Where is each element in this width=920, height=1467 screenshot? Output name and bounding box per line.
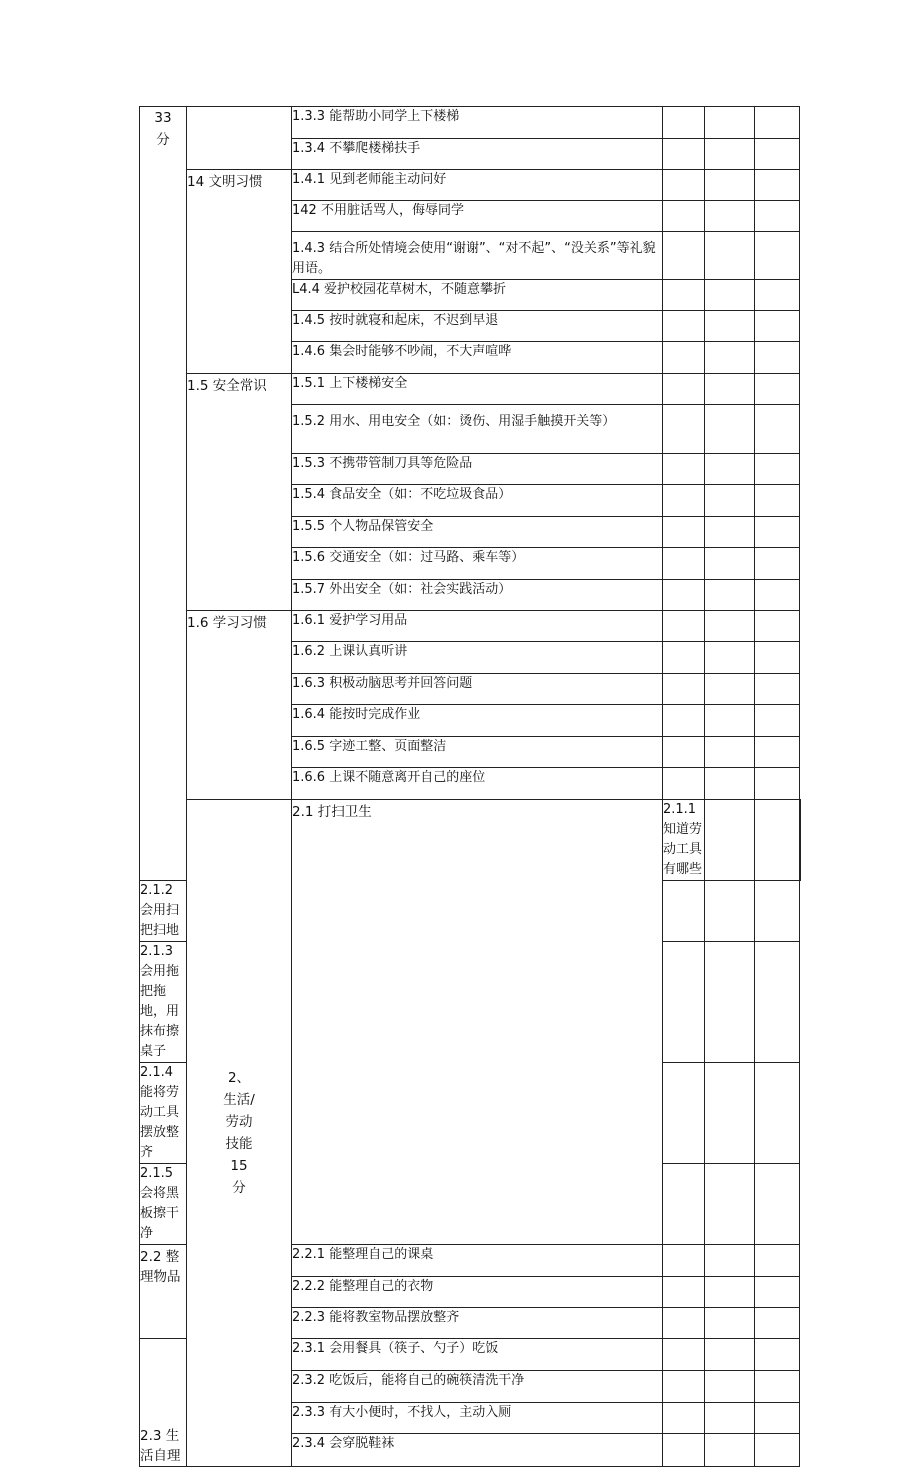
- item-1-5-4: 1.5.4 食品安全（如：不吃垃圾食品）: [292, 485, 663, 517]
- item-1-3-3: 1.3.3 能帮助小同学上下楼梯: [292, 107, 663, 139]
- category-line: 劳动: [225, 1114, 253, 1130]
- score-cell[interactable]: [663, 485, 705, 517]
- score-cell[interactable]: [705, 405, 755, 454]
- item-1-5-6: 1.5.6 交通安全（如：过马路、乘车等）: [292, 548, 663, 580]
- score-cell[interactable]: [755, 942, 800, 1063]
- item-1-5-7: 1.5.7 外出安全（如：社会实践活动）: [292, 580, 663, 611]
- item-2-1-4: 2.1.4 能将劳动工具摆放整齐: [140, 1063, 187, 1164]
- score-cell[interactable]: [663, 201, 705, 232]
- score-cell[interactable]: [755, 1403, 800, 1434]
- score-cell[interactable]: [705, 800, 755, 881]
- score-cell[interactable]: [663, 1245, 705, 1277]
- score-cell[interactable]: [755, 405, 800, 454]
- score-cell[interactable]: [663, 139, 705, 170]
- category-line: 分: [156, 132, 170, 148]
- score-cell[interactable]: [755, 705, 800, 737]
- score-cell[interactable]: [705, 548, 755, 580]
- score-cell[interactable]: [663, 454, 705, 485]
- item-1-4-1: 1.4.1 见到老师能主动问好: [292, 170, 663, 201]
- subcategory-cell-1-6: 1.6 学习习惯: [187, 611, 292, 800]
- score-cell[interactable]: [755, 1371, 800, 1403]
- score-cell[interactable]: [755, 342, 800, 374]
- score-cell[interactable]: [755, 800, 800, 881]
- score-cell[interactable]: [705, 1063, 755, 1164]
- score-cell[interactable]: [663, 642, 705, 674]
- subcategory-cell-2-1: 2.1 打扫卫生: [292, 800, 663, 1245]
- score-cell[interactable]: [705, 580, 755, 611]
- score-cell[interactable]: [755, 548, 800, 580]
- score-cell[interactable]: [705, 280, 755, 311]
- score-cell[interactable]: [663, 342, 705, 374]
- score-cell[interactable]: [755, 280, 800, 311]
- score-cell[interactable]: [755, 1434, 800, 1467]
- score-cell[interactable]: [705, 1371, 755, 1403]
- category-cell-1: [140, 107, 187, 881]
- score-cell[interactable]: [705, 1308, 755, 1339]
- item-2-2-1: 2.2.1 能整理自己的课桌: [292, 1245, 663, 1277]
- item-1-5-2: 1.5.2 用水、用电安全（如：烫伤、用湿手触摸开关等）: [292, 405, 663, 454]
- score-cell[interactable]: [755, 1339, 800, 1371]
- category-line: 生活/: [223, 1092, 255, 1108]
- score-cell[interactable]: [663, 737, 705, 768]
- category-line: 2、: [227, 1070, 251, 1086]
- score-cell[interactable]: [663, 1308, 705, 1339]
- score-cell[interactable]: [755, 232, 800, 280]
- score-cell[interactable]: [663, 232, 705, 280]
- score-cell[interactable]: [663, 768, 705, 800]
- category-cell-2: [187, 800, 292, 1467]
- category-line: 技能: [225, 1136, 253, 1152]
- score-cell[interactable]: [705, 454, 755, 485]
- score-cell[interactable]: [705, 311, 755, 342]
- score-cell[interactable]: [663, 611, 705, 642]
- score-cell[interactable]: [705, 232, 755, 280]
- score-cell[interactable]: [663, 881, 705, 942]
- score-cell[interactable]: [705, 737, 755, 768]
- score-cell[interactable]: [755, 642, 800, 674]
- score-cell[interactable]: [705, 1403, 755, 1434]
- item-2-1-5: 2.1.5 会将黑板擦干净: [140, 1164, 187, 1245]
- item-1-4-3: 1.4.3 结合所处情境会使用“谢谢”、“对不起”、“没关系”等礼貌用语。: [292, 232, 663, 280]
- item-2-2-2: 2.2.2 能整理自己的衣物: [292, 1277, 663, 1308]
- score-cell[interactable]: [663, 1164, 705, 1245]
- score-cell[interactable]: [663, 517, 705, 548]
- score-cell[interactable]: [705, 1339, 755, 1371]
- score-cell[interactable]: [705, 1164, 755, 1245]
- score-cell[interactable]: [755, 517, 800, 548]
- score-cell[interactable]: [705, 374, 755, 405]
- score-cell[interactable]: [755, 1277, 800, 1308]
- score-cell[interactable]: [705, 942, 755, 1063]
- score-cell[interactable]: [755, 311, 800, 342]
- item-1-6-4: 1.6.4 能按时完成作业: [292, 705, 663, 737]
- score-cell[interactable]: [663, 674, 705, 705]
- score-cell[interactable]: [705, 705, 755, 737]
- score-cell[interactable]: [705, 517, 755, 548]
- score-cell[interactable]: [705, 768, 755, 800]
- score-cell[interactable]: [663, 107, 705, 139]
- score-cell[interactable]: [705, 674, 755, 705]
- score-cell[interactable]: [705, 342, 755, 374]
- score-cell[interactable]: [663, 1434, 705, 1467]
- category-line: 分: [232, 1180, 246, 1196]
- score-cell[interactable]: [755, 170, 800, 201]
- score-cell[interactable]: [755, 580, 800, 611]
- score-cell[interactable]: [663, 1277, 705, 1308]
- item-1-4-6: 1.4.6 集会时能够不吵闹，不大声喧哗: [292, 342, 663, 374]
- item-1-6-6: 1.6.6 上课不随意离开自己的座位: [292, 768, 663, 800]
- evaluation-table: [139, 106, 801, 1467]
- item-1-5-3: 1.5.3 不携带管制刀具等危险品: [292, 454, 663, 485]
- category-line: 15: [230, 1158, 248, 1174]
- score-cell[interactable]: [705, 485, 755, 517]
- subcategory-cell-2-2: 2.2 整理物品: [140, 1245, 187, 1339]
- score-cell[interactable]: [755, 107, 800, 139]
- item-2-3-3: 2.3.3 有大小便时，不找人，主动入厕: [292, 1403, 663, 1434]
- score-cell[interactable]: [705, 611, 755, 642]
- score-cell[interactable]: [755, 454, 800, 485]
- item-1-3-4: 1.3.4 不攀爬楼梯扶手: [292, 139, 663, 170]
- item-2-1-2: 2.1.2 会用扫把扫地: [140, 881, 187, 942]
- item-2-2-3: 2.2.3 能将教室物品摆放整齐: [292, 1308, 663, 1339]
- score-cell[interactable]: [705, 642, 755, 674]
- item-1-6-1: 1.6.1 爱护学习用品: [292, 611, 663, 642]
- item-2-1-1: 2.1.1 知道劳动工具有哪些: [663, 800, 705, 881]
- item-2-3-1: 2.3.1 会用餐具（筷子、勺子）吃饭: [292, 1339, 663, 1371]
- score-cell[interactable]: [755, 611, 800, 642]
- subcategory-cell-1-4: 14 文明习惯: [187, 170, 292, 374]
- score-cell[interactable]: [800, 800, 801, 881]
- score-cell[interactable]: [755, 485, 800, 517]
- score-cell[interactable]: [755, 139, 800, 170]
- score-cell[interactable]: [705, 107, 755, 139]
- score-cell[interactable]: [755, 881, 800, 942]
- score-cell[interactable]: [663, 405, 705, 454]
- score-cell[interactable]: [663, 1371, 705, 1403]
- score-cell[interactable]: [755, 1164, 800, 1245]
- score-cell[interactable]: [705, 881, 755, 942]
- score-cell[interactable]: [663, 280, 705, 311]
- category-line: 33: [154, 110, 172, 126]
- score-cell[interactable]: [663, 580, 705, 611]
- item-1-6-2: 1.6.2 上课认真听讲: [292, 642, 663, 674]
- score-cell[interactable]: [755, 1308, 800, 1339]
- score-cell[interactable]: [755, 1245, 800, 1277]
- score-cell[interactable]: [705, 170, 755, 201]
- score-cell[interactable]: [663, 170, 705, 201]
- score-cell[interactable]: [663, 1339, 705, 1371]
- item-1-4-2: 142 不用脏话骂人，侮辱同学: [292, 201, 663, 232]
- score-cell[interactable]: [663, 942, 705, 1063]
- score-cell[interactable]: [755, 768, 800, 800]
- item-2-3-4: 2.3.4 会穿脱鞋袜: [292, 1434, 663, 1467]
- item-2-1-3: 2.1.3 会用拖把拖地，用抹布擦桌子: [140, 942, 187, 1063]
- item-1-6-5: 1.6.5 字迹工整、页面整洁: [292, 737, 663, 768]
- item-2-3-2: 2.3.2 吃饭后，能将自己的碗筷清洗干净: [292, 1371, 663, 1403]
- score-cell[interactable]: [755, 737, 800, 768]
- score-cell[interactable]: [705, 1277, 755, 1308]
- item-1-4-5: 1.4.5 按时就寝和起床，不迟到早退: [292, 311, 663, 342]
- score-cell[interactable]: [755, 674, 800, 705]
- score-cell[interactable]: [705, 1434, 755, 1467]
- item-1-5-5: 1.5.5 个人物品保管安全: [292, 517, 663, 548]
- subcategory-cell-2-3: 2.3 生活自理: [140, 1339, 187, 1467]
- score-cell[interactable]: [663, 311, 705, 342]
- score-cell[interactable]: [663, 705, 705, 737]
- score-cell[interactable]: [705, 1245, 755, 1277]
- score-cell[interactable]: [663, 1063, 705, 1164]
- score-cell[interactable]: [755, 1063, 800, 1164]
- score-cell[interactable]: [755, 374, 800, 405]
- score-cell[interactable]: [705, 201, 755, 232]
- item-1-6-3: 1.6.3 积极动脑思考并回答问题: [292, 674, 663, 705]
- score-cell[interactable]: [663, 374, 705, 405]
- subcategory-cell-1-3: [187, 107, 292, 170]
- subcategory-cell-1-5: 1.5 安全常识: [187, 374, 292, 611]
- score-cell[interactable]: [663, 1403, 705, 1434]
- score-cell[interactable]: [705, 139, 755, 170]
- item-1-5-1: 1.5.1 上下楼梯安全: [292, 374, 663, 405]
- item-1-4-4: L4.4 爱护校园花草树木，不随意攀折: [292, 280, 663, 311]
- score-cell[interactable]: [755, 201, 800, 232]
- score-cell[interactable]: [663, 548, 705, 580]
